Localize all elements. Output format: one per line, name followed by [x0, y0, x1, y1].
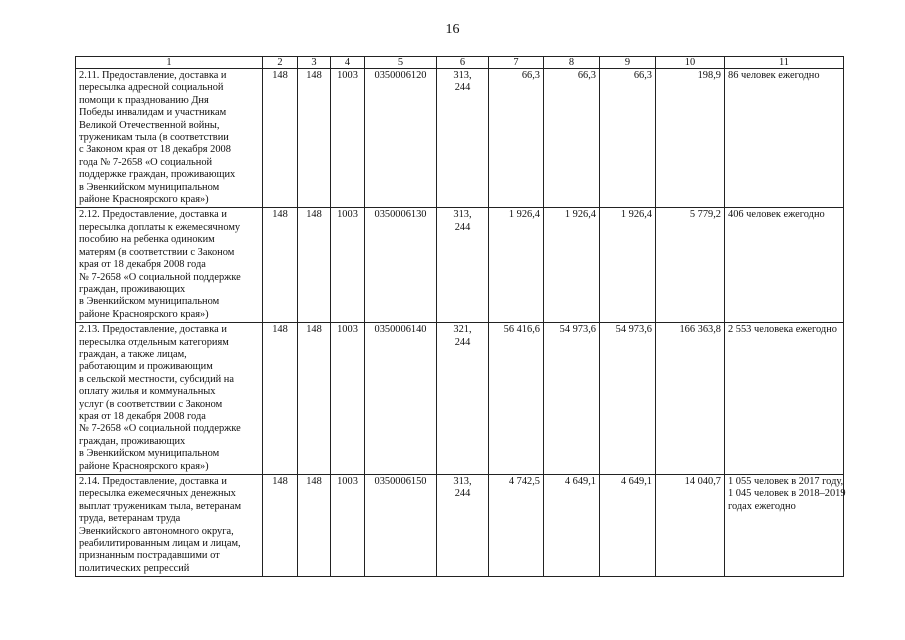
description-line: 2.14. Предоставление, доставка и	[79, 476, 227, 487]
description-line: 2.12. Предоставление, доставка и	[79, 209, 227, 221]
grbs-code: 148	[298, 208, 331, 323]
column-header: 3	[298, 57, 331, 69]
description-line: оплату жилья и коммунальных	[79, 386, 216, 398]
program-table	[75, 56, 844, 577]
table-row	[76, 69, 844, 208]
column-header: 9	[600, 57, 656, 69]
description-line: политических репрессий	[79, 562, 190, 574]
description-line: признанным пострадавшими от	[79, 550, 220, 562]
description-line: в Эвенкийском муниципальном	[79, 448, 220, 460]
grbs-code: 148	[298, 69, 331, 208]
target-article-code: 0350006130	[365, 208, 437, 323]
expense-type-line: 321,	[453, 324, 472, 336]
expected-result	[725, 208, 844, 323]
expected-result	[725, 323, 844, 475]
description-line: районе Красноярского края»)	[79, 308, 209, 320]
description-line: матерям (в соответствии с Законом	[79, 246, 235, 258]
expense-type-line: 313,	[453, 476, 472, 487]
page-number: 16	[445, 22, 460, 37]
expense-type-line: 244	[454, 488, 471, 500]
description-line: пересылка ежемесячных денежных	[79, 488, 236, 500]
description-line: граждан, проживающих	[79, 283, 186, 295]
expense-type-line: 244	[454, 221, 471, 233]
description-line: № 7-2658 «О социальной поддержке	[79, 423, 241, 435]
expense-type-line: 244	[454, 336, 471, 348]
result-line: 406 человек ежегодно	[728, 209, 825, 221]
column-header: 6	[437, 57, 489, 69]
description-line: граждан, а также лицам,	[79, 348, 187, 360]
description-line: пересылка отдельным категориям	[79, 336, 229, 348]
amount-year-1: 1 926,4	[489, 208, 544, 323]
admin-code: 148	[263, 208, 298, 323]
grbs-code: 148	[298, 475, 331, 577]
description-line: помощи к празднованию Дня	[79, 94, 209, 106]
description-line: 2.11. Предоставление, доставка и	[79, 70, 227, 81]
amount-year-2: 54 973,6	[544, 323, 600, 475]
amount-total: 5 779,2	[656, 208, 725, 323]
table-body	[76, 69, 844, 577]
column-number-row	[76, 57, 844, 69]
column-header: 10	[656, 57, 725, 69]
column-header: 4	[331, 57, 365, 69]
amount-year-1: 56 416,6	[489, 323, 544, 475]
result-line: 86 человек ежегодно	[728, 70, 820, 81]
activity-description	[76, 69, 263, 208]
amount-year-3: 1 926,4	[600, 208, 656, 323]
result-line: 1 055 человек в 2017 году,	[728, 476, 844, 487]
description-line: пособию на ребенка одиноким	[79, 234, 215, 246]
description-line: поддержке граждан, проживающих	[79, 169, 236, 181]
expense-type-code	[437, 475, 489, 577]
table-row	[76, 323, 844, 475]
amount-year-3: 66,3	[600, 69, 656, 208]
amount-year-3: 4 649,1	[600, 475, 656, 577]
admin-code: 148	[263, 69, 298, 208]
column-header: 2	[263, 57, 298, 69]
section-code: 1003	[331, 323, 365, 475]
description-line: труда, ветеранам труда	[79, 513, 181, 525]
description-line: услуг (в соответствии с Законом	[79, 398, 223, 410]
grbs-code: 148	[298, 323, 331, 475]
description-line: пересылка адресной социальной	[79, 82, 224, 94]
expected-result	[725, 69, 844, 208]
amount-total: 14 040,7	[656, 475, 725, 577]
description-line: края от 18 декабря 2008 года	[79, 259, 206, 271]
table-row	[76, 475, 844, 577]
description-line: края от 18 декабря 2008 года	[79, 410, 206, 422]
amount-year-1: 66,3	[489, 69, 544, 208]
description-line: 2.13. Предоставление, доставка и	[79, 324, 227, 336]
target-article-code: 0350006150	[365, 475, 437, 577]
column-header: 8	[544, 57, 600, 69]
expense-type-line: 244	[454, 82, 471, 94]
description-line: в Эвенкийском муниципальном	[79, 181, 220, 193]
table-row	[76, 208, 844, 323]
description-line: районе Красноярского края»)	[79, 194, 209, 206]
column-header: 5	[365, 57, 437, 69]
expected-result	[725, 475, 844, 577]
description-line: Эвенкийского автономного округа,	[79, 525, 234, 537]
amount-total: 166 363,8	[656, 323, 725, 475]
result-line: 2 553 человека ежегодно	[728, 324, 837, 336]
description-line: районе Красноярского края»)	[79, 460, 209, 472]
admin-code: 148	[263, 323, 298, 475]
amount-year-2: 66,3	[544, 69, 600, 208]
description-line: года № 7-2658 «О социальной	[79, 156, 213, 168]
expense-type-code	[437, 69, 489, 208]
admin-code: 148	[263, 475, 298, 577]
description-line: работающим и проживающим	[79, 361, 213, 373]
description-line: реабилитированным лицам и лицам,	[79, 538, 241, 550]
description-line: граждан, проживающих	[79, 435, 186, 447]
expense-type-line: 313,	[453, 70, 472, 81]
description-line: Великой Отечественной войны,	[79, 119, 220, 131]
section-code: 1003	[331, 475, 365, 577]
amount-year-3: 54 973,6	[600, 323, 656, 475]
description-line: труженикам тыла (в соответствии	[79, 132, 229, 144]
activity-description	[76, 208, 263, 323]
description-line: пересылка доплаты к ежемесячному	[79, 221, 241, 233]
activity-description	[76, 323, 263, 475]
description-line: № 7-2658 «О социальной поддержке	[79, 271, 241, 283]
expense-type-code	[437, 208, 489, 323]
section-code: 1003	[331, 69, 365, 208]
amount-year-1: 4 742,5	[489, 475, 544, 577]
amount-year-2: 4 649,1	[544, 475, 600, 577]
result-line: годах ежегодно	[728, 500, 796, 512]
description-line: в сельской местности, субсидий на	[79, 373, 234, 385]
target-article-code: 0350006120	[365, 69, 437, 208]
activity-description	[76, 475, 263, 577]
column-header: 7	[489, 57, 544, 69]
expense-type-line: 313,	[453, 209, 472, 221]
amount-year-2: 1 926,4	[544, 208, 600, 323]
amount-total: 198,9	[656, 69, 725, 208]
description-line: Победы инвалидам и участникам	[79, 107, 227, 119]
section-code: 1003	[331, 208, 365, 323]
column-header: 1	[76, 57, 263, 69]
result-line: 1 045 человек в 2018–2019	[728, 488, 846, 500]
description-line: с Законом края от 18 декабря 2008	[79, 144, 231, 156]
target-article-code: 0350006140	[365, 323, 437, 475]
description-line: выплат труженикам тыла, ветеранам	[79, 500, 242, 512]
description-line: в Эвенкийском муниципальном	[79, 296, 220, 308]
expense-type-code	[437, 323, 489, 475]
column-header: 11	[725, 57, 844, 69]
